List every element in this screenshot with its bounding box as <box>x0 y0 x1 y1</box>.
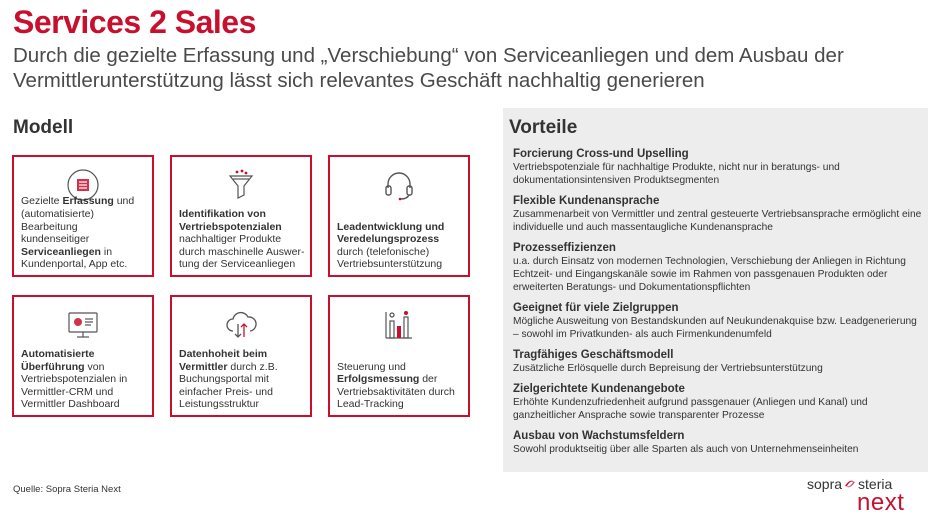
vorteil-desc: Sowohl produktseitig über alle Sparten als auch von Unternehmenseinheiten <box>513 444 859 455</box>
funnel-icon <box>223 167 259 203</box>
list-item <box>513 348 923 375</box>
modell-heading: Modell <box>13 117 74 138</box>
model-card-datenhoheit <box>170 295 312 417</box>
model-card-ueberfuehrung <box>12 295 154 417</box>
vorteile-heading: Vorteile <box>509 117 578 138</box>
model-card-identifikation <box>170 155 312 277</box>
logo-wordmark: sopra steria <box>807 476 893 492</box>
list-item <box>513 241 923 294</box>
page-title: Services 2 Sales <box>13 4 256 40</box>
vorteile-list <box>513 147 923 463</box>
model-card-leadentwicklung <box>328 155 470 277</box>
vorteil-desc: Vertriebspotenziale für nachhaltige Produkte, nicht nur in beratungs- und dokumentationsintensiven Produktsegmenten <box>513 162 840 186</box>
vorteil-title: Zielgerichtete Kundenangebote <box>513 383 685 395</box>
vorteil-desc: Zusammenarbeit von Vermittler und zentral gesteuerte Vertriebsansprache ermöglicht eine individuelle und auch massentaugliche Kundenansprache <box>513 209 922 233</box>
vorteil-title: Prozesseffizienzen <box>513 242 616 254</box>
vorteil-title: Flexible Kundenansprache <box>513 195 660 207</box>
list-item <box>513 194 923 234</box>
list-item <box>513 301 923 341</box>
vorteil-title: Tragfähiges Geschäftsmodell <box>513 349 674 361</box>
sopra-steria-next-logo <box>807 476 927 518</box>
model-card-text: Identifikation von Vertriebspotenzialen nachhaltiger Produkte durch maschinelle Auswer-tung der Serviceanliegen <box>179 208 305 271</box>
vorteil-desc: Zusätzliche Erlösquelle durch Bepreisung der Vertriebsunterstützung <box>513 363 823 374</box>
logo-next: next <box>857 489 905 516</box>
model-card-erfassung <box>12 155 154 277</box>
vorteil-title: Geeignet für viele Zielgruppen <box>513 302 679 314</box>
page-subtitle: Durch die gezielte Erfassung und „Verschiebung“ von Serviceanliegen und dem Ausbau der Vermittlerunterstützung lässt sich relevantes Geschäft nachhaltig generieren <box>13 44 844 92</box>
vorteile-panel <box>503 108 928 472</box>
model-card-text: Datenhoheit beim Vermittler durch z.B. Buchungsportal mit einfacher Preis- und Leistungsstruktur <box>179 348 278 411</box>
cloud-transfer-icon <box>223 307 259 343</box>
source-note: Quelle: Sopra Steria Next <box>13 484 121 495</box>
model-card-steuerung <box>328 295 470 417</box>
vorteil-desc: Erhöhte Kundenzufriedenheit aufgrund passgenauer (Anliegen und Kanal) und ganzheitlicher Ansprache sowie transparenter Prozesse <box>513 397 868 421</box>
bar-chart-sliders-icon <box>381 307 417 343</box>
model-card-text: Steuerung und Erfolgsmessung der Vertriebsaktivitäten durch Lead-Tracking <box>337 360 455 411</box>
vorteil-title: Ausbau von Wachstumsfeldern <box>513 430 685 442</box>
vorteil-desc: u.a. durch Einsatz von modernen Technologien, Verschiebung der Anliegen in Richtung Echtzeit- und Eingangskanäle sowie im Rahmen von passgenauen Produkten oder erweiterten Beratungs- und Dokumentationspflichten <box>513 256 906 293</box>
vorteil-title: Forcierung Cross-und Upselling <box>513 148 689 160</box>
list-item <box>513 382 923 422</box>
monitor-dashboard-icon <box>65 307 101 343</box>
list-item <box>513 147 923 187</box>
model-card-text: Automatisierte Überführung von Vertriebspotenzialen in Vermittler-CRM und Vermittler Dashboard <box>21 348 128 411</box>
headset-icon <box>381 167 417 203</box>
model-card-text: Gezielte Erfassung und (automatisierte) Bearbeitung kundenseitiger Serviceanliegen in Kundenportal, App etc. <box>21 195 135 271</box>
model-card-text: Leadentwicklung und Veredelungsprozess durch (telefonische) Vertriebsunterstützung <box>337 220 445 271</box>
vorteil-desc: Mögliche Ausweitung von Bestandskunden auf Neukundenakquise bzw. Leadgenerierung – sowohl im Privatkunden- als auch Firmenkundenumfeld <box>513 316 917 340</box>
list-item <box>513 429 923 456</box>
logo-swirl-icon <box>843 477 857 491</box>
